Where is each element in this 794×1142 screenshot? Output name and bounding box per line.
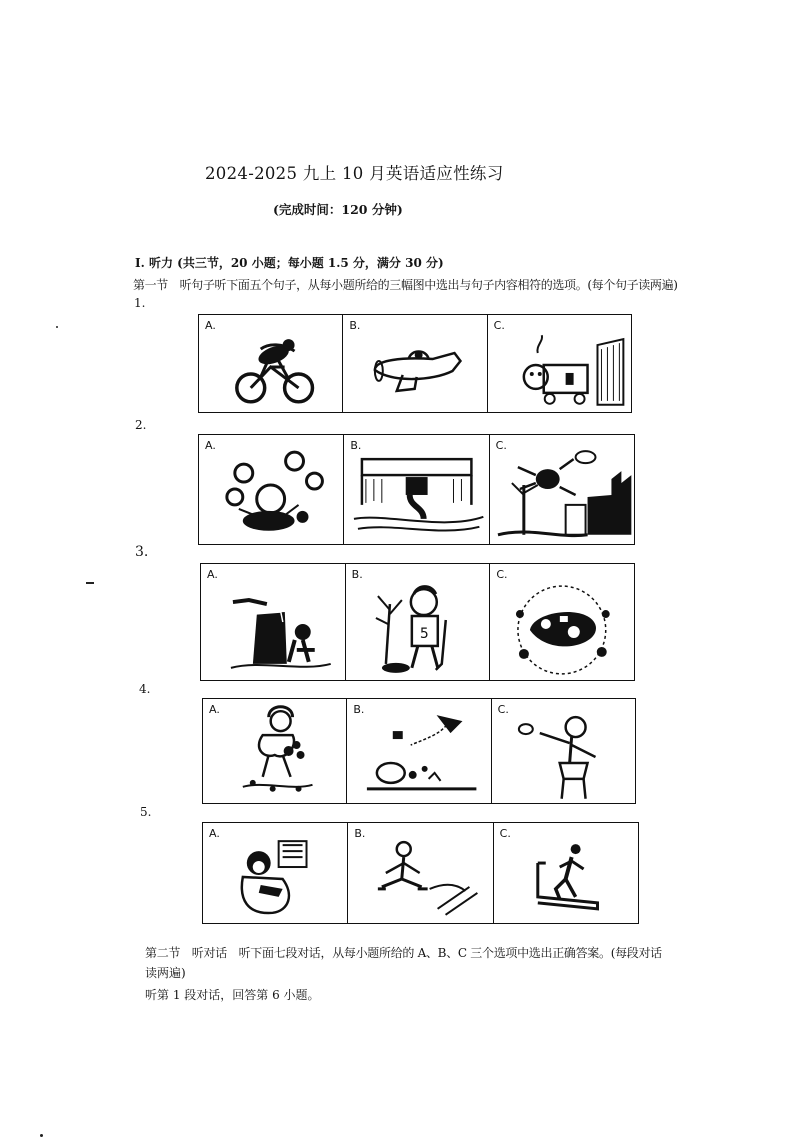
scan-speck — [86, 582, 94, 584]
option-label: B. — [350, 439, 362, 452]
option-c[interactable] — [488, 315, 631, 412]
tree-planting-icon — [346, 564, 490, 680]
question-number: 3. — [135, 544, 149, 560]
option-label: B. — [354, 827, 366, 840]
option-label: B. — [351, 568, 363, 581]
question-1-options — [198, 314, 632, 413]
option-a[interactable] — [203, 699, 347, 803]
option-label: C. — [493, 319, 505, 332]
germs-icon — [199, 435, 343, 544]
option-label: A. — [205, 319, 216, 332]
option-label: A. — [207, 568, 218, 581]
sewage-pipe-icon — [344, 435, 488, 544]
svg-text:5: 5 — [419, 625, 429, 642]
girl-reading-icon — [203, 823, 347, 923]
scan-speck — [40, 1134, 43, 1137]
polluted-city-icon — [490, 435, 634, 544]
page-title: 2024-2025 九上 10 月英语适应性练习 — [205, 164, 504, 183]
option-b[interactable] — [347, 699, 491, 803]
option-c[interactable] — [494, 823, 638, 923]
option-label: A. — [209, 703, 220, 716]
train-icon — [488, 315, 631, 412]
litter-icon — [347, 699, 490, 803]
scan-speck — [56, 326, 58, 328]
treadmill-icon — [494, 823, 638, 923]
section2-instructions: 第二节 听对话 听下面七段对话，从每小题所给的 A、B、C 三个选项中选出正确答案。(每段对话 — [145, 946, 662, 960]
option-label: C. — [495, 439, 507, 452]
long-jump-icon — [348, 823, 492, 923]
airplane-icon — [343, 315, 486, 412]
option-label: C. — [497, 703, 509, 716]
option-c[interactable] — [490, 435, 634, 544]
option-a[interactable] — [201, 564, 346, 680]
cyclist-icon — [199, 315, 342, 412]
question-4-options — [202, 698, 636, 804]
option-a[interactable] — [199, 315, 343, 412]
section1-instructions: 第一节 听句子听下面五个句子，从每小题所给的三幅图中选出与句子内容相符的选项。(每个句子读两遍) — [133, 278, 678, 292]
time-limit: (完成时间：120 分钟) — [273, 202, 403, 217]
section2-instructions-cont: 读两遍) — [145, 966, 186, 980]
option-b[interactable] — [348, 823, 493, 923]
option-a[interactable] — [203, 823, 348, 923]
option-label: B. — [349, 319, 361, 332]
option-label: C. — [496, 568, 508, 581]
rubbish-pile-icon — [490, 564, 634, 680]
option-label: A. — [209, 827, 220, 840]
question-2-options — [198, 434, 635, 545]
girl-flowers-icon — [203, 699, 346, 803]
option-label: B. — [353, 703, 365, 716]
question-number: 5. — [140, 805, 152, 819]
option-label: A. — [205, 439, 216, 452]
option-c[interactable] — [490, 564, 634, 680]
option-c[interactable] — [492, 699, 635, 803]
option-b[interactable] — [346, 564, 491, 680]
option-b[interactable] — [343, 315, 487, 412]
option-label: C. — [499, 827, 511, 840]
question-number: 1. — [134, 296, 146, 310]
option-a[interactable] — [199, 435, 344, 544]
question-5-options — [202, 822, 639, 924]
part-heading: I. 听力 (共三节，20 小题；每小题 1.5 分，满分 30 分) — [135, 256, 444, 270]
boy-throwing-icon — [492, 699, 635, 803]
tree-cutting-icon — [201, 564, 345, 680]
dialog-intro: 听第 1 段对话，回答第 6 小题。 — [145, 988, 320, 1002]
question-number: 2. — [135, 418, 147, 432]
question-number: 4. — [139, 682, 151, 696]
question-3-options — [200, 563, 635, 681]
option-b[interactable] — [344, 435, 489, 544]
